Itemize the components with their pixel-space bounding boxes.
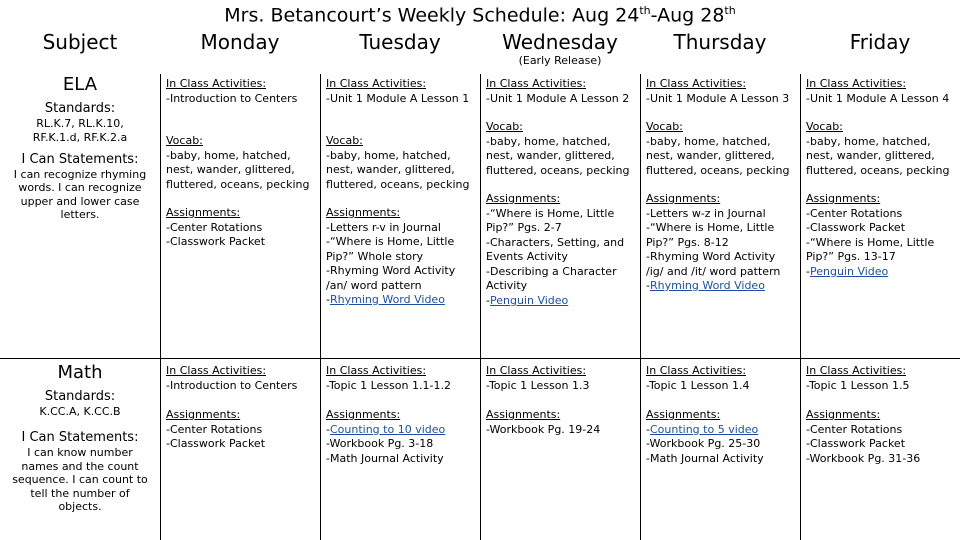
assignment-item: -Workbook Pg. 3-18	[326, 437, 434, 450]
math-standards-label: Standards:	[44, 388, 116, 404]
ica-heading: In Class Activities:	[486, 77, 587, 90]
ela-ican: I can recognize rhyming words. I can recognize upper and lower case letters.	[13, 167, 147, 221]
ela-wednesday-activities	[486, 77, 638, 106]
math-thursday-activities	[646, 364, 796, 393]
ica-text: -Introduction to Centers	[166, 378, 298, 392]
vocab-heading: Vocab:	[806, 120, 843, 133]
ela-tuesday-activities	[326, 77, 476, 106]
ica-text: -Introduction to Centers	[166, 91, 298, 105]
assignment-prefix: -	[486, 293, 490, 307]
assignment-item: -Rhyming Word Activity /an/ word pattern	[326, 264, 456, 292]
penguin-video-link[interactable]: Penguin Video	[809, 264, 889, 278]
assignment-item: -Characters, Setting, and Events Activity	[486, 235, 625, 263]
title-mid: -Aug 28	[650, 4, 725, 27]
ela-standards: RL.K.7, RL.K.10, RF.K.1.d, RF.K.2.a	[32, 117, 128, 144]
math-subject-name: Math	[57, 362, 103, 383]
math-ican: I can know number names and the count sequence. I can count to tell the number of objects.	[12, 446, 148, 513]
math-monday-assignments	[166, 408, 316, 452]
assignment-item: -Center Rotations	[806, 422, 903, 436]
math-monday-activities	[166, 364, 316, 393]
ela-ican-label: I Can Statements:	[21, 152, 139, 167]
ica-heading: In Class Activities:	[166, 364, 267, 377]
math-tuesday-activities	[326, 364, 476, 393]
ica-heading: In Class Activities:	[166, 77, 267, 90]
ica-text: -Topic 1 Lesson 1.5	[806, 378, 910, 392]
assignment-item: -“Where is Home, Little Pip?” Pgs. 13-17	[806, 235, 935, 263]
assignment-item: -Classwork Packet	[166, 437, 266, 450]
ela-tuesday-vocab	[326, 134, 478, 192]
assignments-heading: Assignments:	[166, 206, 241, 219]
header-friday: Friday	[849, 30, 911, 54]
ica-text: -Topic 1 Lesson 1.3	[486, 378, 590, 392]
ela-subject-name: ELA	[62, 74, 98, 95]
ica-text: -Topic 1 Lesson 1.4	[646, 378, 750, 392]
ela-wednesday-assignments	[486, 192, 636, 308]
column-divider	[800, 74, 801, 540]
wednesday-note: (Early Release)	[518, 54, 602, 67]
ica-text: -Unit 1 Module A Lesson 1	[326, 91, 470, 105]
ela-monday-activities	[166, 77, 316, 106]
ela-thursday-activities	[646, 77, 798, 106]
ica-heading: In Class Activities:	[326, 77, 427, 90]
ela-tuesday-assignments	[326, 206, 476, 308]
assignment-prefix: -	[646, 279, 650, 292]
assignments-heading: Assignments:	[326, 408, 401, 421]
ica-heading: In Class Activities:	[806, 77, 907, 90]
header-subject: Subject	[42, 30, 118, 54]
column-divider	[320, 74, 321, 540]
counting-to-5-video-link[interactable]: Counting to 5 video	[649, 422, 759, 436]
title-sup-1: th	[639, 4, 651, 17]
assignment-item: -Classwork Packet	[806, 221, 906, 234]
header-tuesday: Tuesday	[359, 30, 441, 54]
column-divider	[640, 74, 641, 540]
row-divider	[0, 358, 960, 359]
ica-text: -Unit 1 Module A Lesson 3	[646, 91, 790, 105]
ica-text: -Unit 1 Module A Lesson 2	[486, 91, 630, 105]
assignment-item: -Classwork Packet	[806, 437, 906, 450]
math-tuesday-assignments	[326, 408, 476, 466]
rhyming-word-video-link[interactable]: Rhyming Word Video	[649, 279, 765, 292]
ela-thursday-assignments	[646, 192, 796, 294]
assignments-heading: Assignments:	[486, 408, 561, 421]
math-friday-activities	[806, 364, 956, 393]
assignment-item: -“Where is Home, Little Pip?” Pgs. 2-7	[486, 206, 615, 234]
assignment-item: -Math Journal Activity	[326, 451, 444, 465]
ela-friday-assignments	[806, 192, 956, 279]
rhyming-word-video-link[interactable]: Rhyming Word Video	[329, 293, 445, 306]
assignment-item: -Center Rotations	[166, 422, 263, 436]
counting-to-10-video-link[interactable]: Counting to 10 video	[329, 422, 446, 436]
assignment-prefix: -	[326, 422, 330, 436]
assignment-item	[646, 423, 796, 438]
assignment-item: -Describing a Character Activity	[486, 264, 617, 292]
ica-text: -Unit 1 Module A Lesson 4	[806, 91, 950, 105]
assignment-item: -Letters w-z in Journal	[646, 206, 766, 220]
assignment-item: -Rhyming Word Activity /ig/ and /it/ word pattern	[646, 250, 781, 278]
assignment-item: -Center Rotations	[806, 206, 903, 220]
math-subject-cell	[0, 362, 160, 514]
column-divider	[160, 74, 161, 540]
assignment-item: -Letters r-v in Journal	[326, 220, 441, 234]
ica-heading: In Class Activities:	[646, 364, 747, 377]
assignments-heading: Assignments:	[166, 408, 241, 421]
vocab-heading: Vocab:	[486, 120, 523, 133]
assignments-heading: Assignments:	[646, 192, 721, 205]
ica-text: -Topic 1 Lesson 1.1-1.2	[326, 378, 451, 392]
assignment-item	[326, 423, 476, 438]
math-wednesday-activities	[486, 364, 636, 393]
math-ican-label: I Can Statements:	[21, 429, 139, 445]
assignment-item	[806, 265, 956, 280]
ica-heading: In Class Activities:	[646, 77, 747, 90]
ela-subject-cell	[0, 74, 160, 222]
page-title	[0, 4, 960, 26]
vocab-heading: Vocab:	[646, 120, 683, 133]
vocab-text: -baby, home, hatched, nest, wander, glittered, fluttered, oceans, pecking	[646, 134, 790, 177]
header-thursday: Thursday	[673, 30, 767, 54]
ela-standards-label: Standards:	[44, 100, 116, 116]
assignment-item: -Workbook Pg. 25-30	[646, 437, 761, 450]
column-divider	[480, 74, 481, 540]
vocab-text: -baby, home, hatched, nest, wander, glittered, fluttered, oceans, pecking	[806, 134, 950, 177]
assignment-item: -Classwork Packet	[166, 235, 266, 248]
assignment-prefix: -	[326, 293, 330, 306]
math-thursday-assignments	[646, 408, 796, 466]
assignment-item	[326, 293, 476, 308]
math-friday-assignments	[806, 408, 956, 466]
assignment-item: -“Where is Home, Little Pip?” Pgs. 8-12	[646, 221, 775, 249]
assignment-item: -Math Journal Activity	[646, 451, 764, 465]
ela-monday-assignments	[166, 206, 316, 250]
assignment-prefix: -	[646, 422, 650, 436]
ela-wednesday-vocab	[486, 120, 638, 178]
ica-heading: In Class Activities:	[486, 364, 587, 377]
assignment-item: -Workbook Pg. 19-24	[486, 422, 601, 436]
ela-friday-activities	[806, 77, 958, 106]
assignment-item: -Workbook Pg. 31-36	[806, 451, 921, 465]
assignments-heading: Assignments:	[326, 206, 401, 219]
ela-thursday-vocab	[646, 120, 798, 178]
title-text: Mrs. Betancourt’s Weekly Schedule: Aug 24	[224, 4, 640, 27]
vocab-text: -baby, home, hatched, nest, wander, glittered, fluttered, oceans, pecking	[166, 148, 310, 191]
assignment-item	[646, 279, 796, 294]
header-monday: Monday	[200, 30, 280, 54]
ica-heading: In Class Activities:	[806, 364, 907, 377]
ela-friday-vocab	[806, 120, 958, 178]
vocab-text: -baby, home, hatched, nest, wander, glittered, fluttered, oceans, pecking	[326, 148, 470, 191]
assignment-item	[486, 294, 636, 309]
math-wednesday-assignments	[486, 408, 636, 437]
assignment-item: -“Where is Home, Little Pip?” Whole story	[326, 235, 455, 263]
assignments-heading: Assignments:	[806, 192, 881, 205]
vocab-heading: Vocab:	[166, 134, 203, 147]
assignments-heading: Assignments:	[486, 192, 561, 205]
math-standards: K.CC.A, K.CC.B	[39, 405, 121, 418]
penguin-video-link[interactable]: Penguin Video	[489, 293, 569, 307]
assignments-heading: Assignments:	[806, 408, 881, 421]
vocab-text: -baby, home, hatched, nest, wander, glittered, fluttered, oceans, pecking	[486, 134, 630, 177]
header-wednesday: Wednesday	[502, 30, 618, 54]
title-sup-2: th	[724, 4, 736, 17]
ica-heading: In Class Activities:	[326, 364, 427, 377]
assignment-item: -Center Rotations	[166, 220, 263, 234]
assignments-heading: Assignments:	[646, 408, 721, 421]
vocab-heading: Vocab:	[326, 134, 363, 147]
assignment-prefix: -	[806, 264, 810, 278]
ela-monday-vocab	[166, 134, 318, 192]
